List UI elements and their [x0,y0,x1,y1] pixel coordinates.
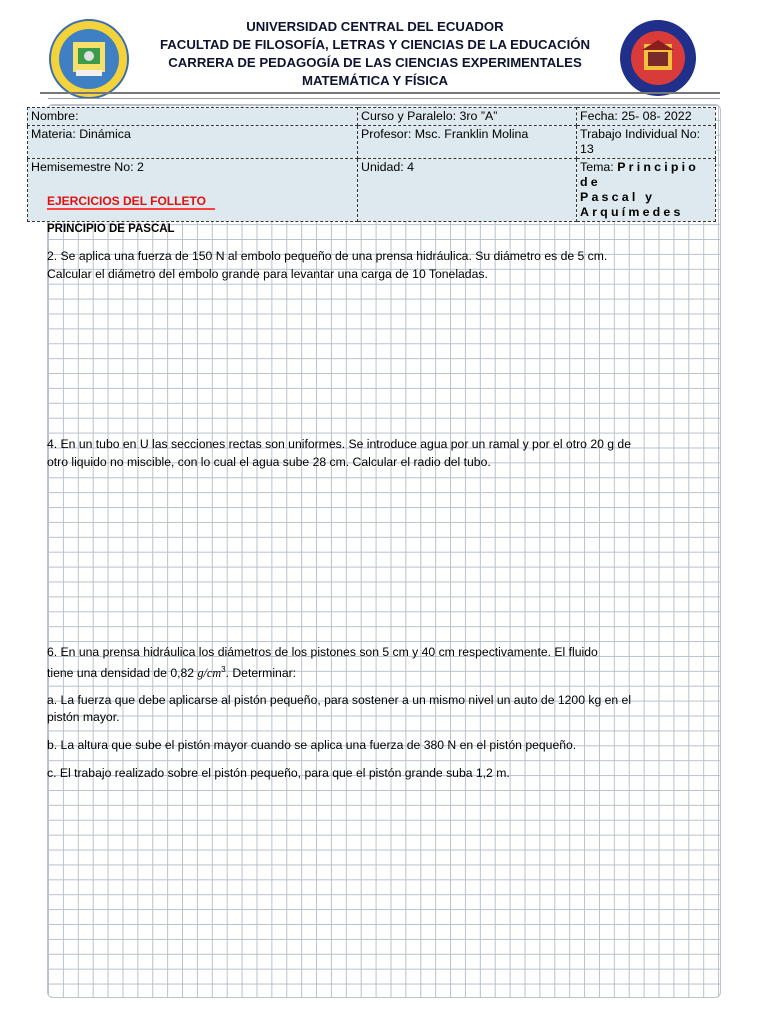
hemisemestre: Hemisemestre No: 2 [28,159,358,222]
tema [577,159,716,222]
fecha: Fecha: 25- 08- 2022 [577,108,716,126]
density-exponent: 3 [221,665,226,674]
profesor: Profesor: Msc. Franklin Molina [358,126,577,159]
header-subject: MATEMÁTICA Y FÍSICA [301,73,449,88]
exercise-6-line1: 6. En una prensa hidráulica los diámetros de los pistones son 5 cm y 40 cm respectivamente. El fluido [47,645,598,659]
header-career: CARRERA DE PEDAGOGÍA DE LAS CIENCIAS EXPERIMENTALES [168,55,582,70]
exercise-6-line2 [47,662,715,681]
exercise-4-line2: otro liquido no miscible, con lo cual el agua sube 28 cm. Calcular el radio del tubo. [47,455,491,469]
tema-value-1: Principio de [580,160,700,189]
tema-label: Tema: [580,160,614,174]
exercise-2-line1: 2. Se aplica una fuerza de 150 N al embolo pequeño de una prensa hidráulica. Su diámetro es de 5 cm. [47,249,608,263]
header-university: UNIVERSIDAD CENTRAL DEL ECUADOR [246,19,504,34]
materia: Materia: Dinámica [28,126,358,159]
exercise-6c: c. El trabajo realizado sobre el pistón pequeño, para que el pistón grande suba 1,2 m. [47,766,510,780]
exercise-6b: b. La altura que sube el pistón mayor cuando se aplica una fuerza de 380 N en el pistón pequeño. [47,738,577,752]
exercise-6-determinar: . Determinar: [225,666,297,681]
faculty-seal-logo [618,18,698,98]
exercise-6a-line2: pistón mayor. [47,710,120,724]
trabajo-individual: Trabajo Individual No: 13 [577,126,716,159]
exercise-6-density-text: tiene una densidad de 0,82 [47,666,198,681]
section-title: EJERCICIOS DEL FOLLETO [47,194,206,208]
tema-value-3: Arquímedes [580,205,684,219]
curso-paralelo: Curso y Paralelo: 3ro ”A” [358,108,577,126]
exercise-6a-line1: a. La fuerza que debe aplicarse al pistón pequeño, para sostener a un mismo nivel un auto de 1200 kg en el [47,693,632,707]
institution-header [140,18,610,90]
header-divider-thin [48,98,720,99]
exercise-2-line2: Calcular el diámetro del embolo grande para levantar una carga de 10 Toneladas. [47,267,488,281]
exercise-4-line1: 4. En un tubo en U las secciones rectas son uniformes. Se introduce agua por un ramal y por el otro 20 g de [47,437,631,451]
density-unit: g/cm [197,666,222,681]
subtitle-pascal: PRINCIPIO DE PASCAL [47,223,175,235]
university-seal-logo [48,18,130,100]
header-faculty: FACULTAD DE FILOSOFÍA, LETRAS Y CIENCIAS DE LA EDUCACIÓN [159,37,591,52]
tema-value-2: Pascal y [580,190,656,204]
graph-paper [47,104,721,998]
section-title-underline [47,208,215,210]
header-divider [40,92,720,94]
unidad: Unidad: 4 [358,159,577,222]
nombre-field[interactable]: Nombre: [28,108,358,126]
